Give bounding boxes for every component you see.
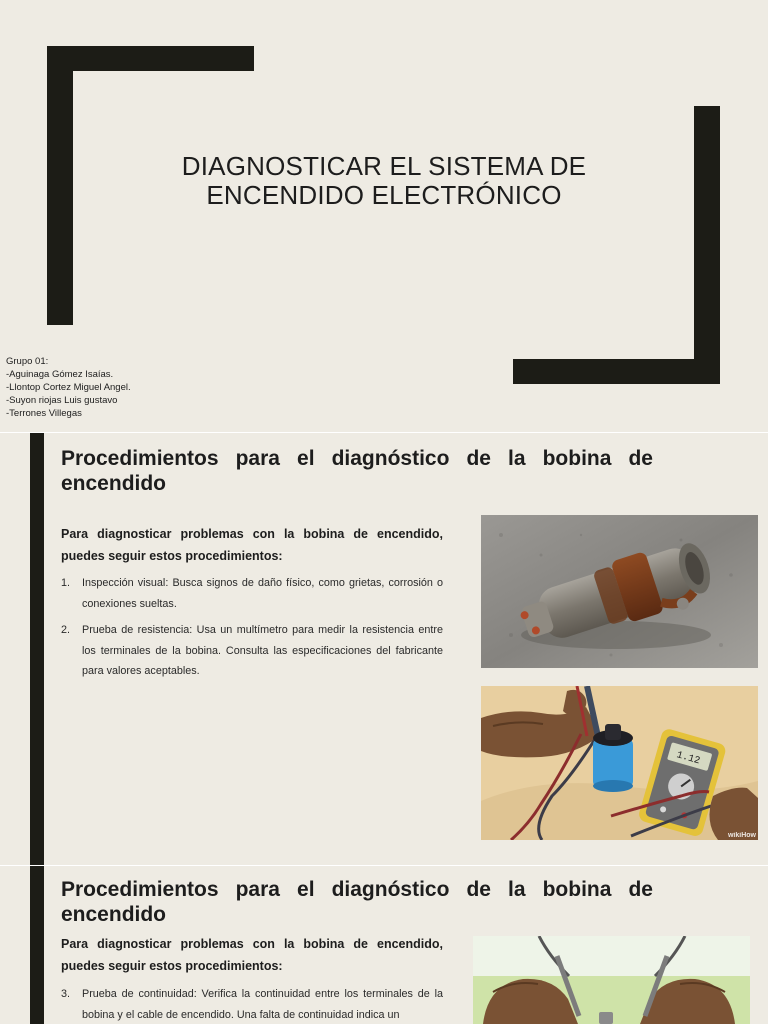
member-name: -Suyon riojas Luis gustavo [6, 395, 118, 406]
accent-bar [30, 433, 44, 865]
continuity-test-illustration [473, 936, 750, 1024]
frame-top-left-horizontal [47, 46, 254, 71]
multimeter-test-image [481, 686, 758, 840]
title-slide [0, 0, 768, 432]
list-item-text: Inspección visual: Busca signos de daño físico, como grietas, corrosión o conexiones sueltas. [82, 577, 443, 610]
multimeter-coil-test-illustration [481, 686, 758, 840]
member-name: -Aguinaga Gómez Isaías. [6, 369, 114, 380]
list-item-text: Prueba de resistencia: Usa un multímetro para medir la resistencia entre los terminales de la bobina. Consulta las especificaciones del fabricante para valores aceptables. [82, 624, 443, 677]
meter-reading: 1.12 [674, 750, 702, 768]
procedure-list [61, 573, 443, 688]
rusted-ignition-coil-photo [481, 515, 758, 668]
list-item-number: 3. [61, 988, 71, 1000]
frame-bottom-right-vertical [694, 106, 720, 384]
member-name: -Llontop Cortez Miguel Angel. [6, 382, 131, 393]
watermark: wikiHow [727, 832, 756, 839]
group-label: Grupo 01: [6, 356, 49, 367]
slide-heading: Procedimientos para el diagnóstico de la bobina de encendido [61, 878, 653, 926]
intro-text: Para diagnosticar problemas con la bobina de encendido, puedes seguir estos procedimientos: [61, 937, 443, 973]
member-name: -Terrones Villegas [6, 408, 82, 419]
list-item [61, 620, 443, 682]
title-line-2: ENCENDIDO ELECTRÓNICO [206, 180, 562, 210]
intro-text: Para diagnosticar problemas con la bobina de encendido, puedes seguir estos procedimientos: [61, 527, 443, 563]
frame-top-left-vertical [47, 46, 73, 325]
procedure-list [61, 984, 443, 1024]
slide-heading: Procedimientos para el diagnóstico de la bobina de encendido [61, 447, 653, 495]
list-item-text: Prueba de continuidad: Verifica la continuidad entre los terminales de la bobina y el cable de encendido. Una falta de continuidad indica un [82, 988, 443, 1021]
ignition-coil-image [481, 515, 758, 668]
title-line-1: DIAGNOSTICAR EL SISTEMA DE [181, 151, 587, 181]
content-slide-1 [0, 433, 768, 865]
group-members [6, 355, 131, 420]
content-slide-2 [0, 866, 768, 1024]
frame-bottom-right-horizontal [513, 359, 720, 384]
continuity-test-image [473, 936, 750, 1024]
list-item-number: 2. [61, 624, 71, 636]
list-item [61, 573, 443, 614]
list-item [61, 984, 443, 1024]
list-item-number: 1. [61, 577, 71, 589]
presentation-title [120, 152, 648, 210]
accent-bar [30, 866, 44, 1024]
